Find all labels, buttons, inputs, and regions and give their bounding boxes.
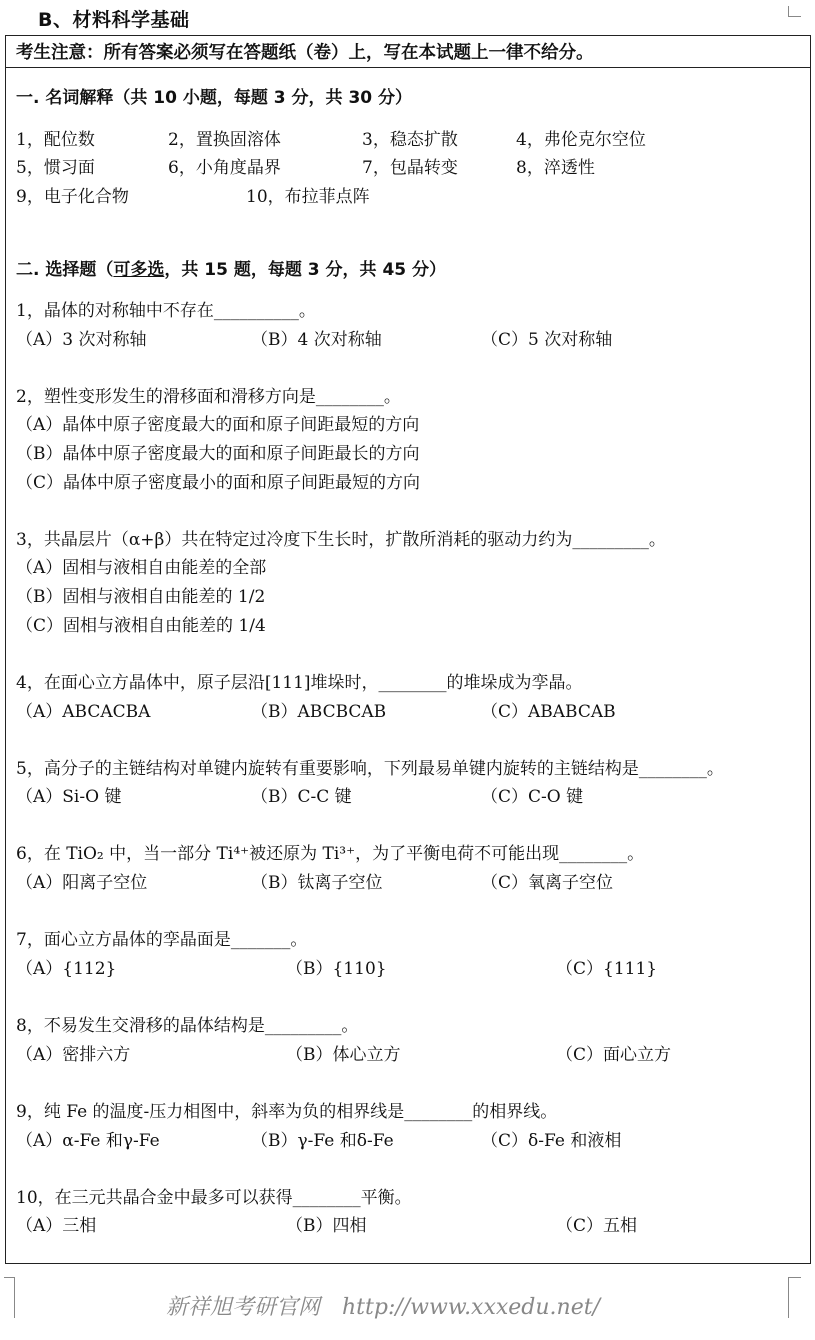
- watermark: [166, 1290, 600, 1321]
- question-stem: 2，塑性变形发生的滑移面和滑移方向是________。: [16, 387, 401, 407]
- term-item: 6，小角度晶界: [168, 158, 281, 178]
- question-option: （A）密排六方: [16, 1045, 131, 1065]
- question-option: （C）面心立方: [556, 1045, 672, 1065]
- question-option: （C）晶体中原子密度最小的面和原子间距最短的方向: [16, 473, 421, 493]
- question-option: （C）{111}: [556, 959, 658, 979]
- part2-title-prefix: 二. 选择题（: [16, 260, 114, 280]
- question-stem: 7，面心立方晶体的孪晶面是_______。: [16, 930, 308, 950]
- term-item: 8，淬透性: [516, 158, 595, 178]
- question-stem: 6，在 TiO₂ 中，当一部分 Ti⁴⁺被还原为 Ti³⁺，为了平衡电荷不可能出现________。: [16, 844, 645, 864]
- question-option: （B）四相: [286, 1216, 367, 1236]
- question-option: （A）ABCACBA: [16, 702, 151, 722]
- term-item: 5，惯习面: [16, 158, 95, 178]
- question-option: （C）ABABCAB: [481, 702, 616, 722]
- question-option: （B）钛离子空位: [251, 873, 383, 893]
- question-option: （C）固相与液相自由能差的 1/4: [16, 616, 266, 636]
- question-option: （C）五相: [556, 1216, 638, 1236]
- term-item: 10，布拉菲点阵: [246, 187, 370, 207]
- term-item: 4，弗伦克尔空位: [516, 130, 646, 150]
- question-option: （A）{112}: [16, 959, 117, 979]
- term-item: 3，稳态扩散: [362, 130, 458, 150]
- term-item: 1，配位数: [16, 130, 95, 150]
- question-option: （A）三相: [16, 1216, 97, 1236]
- question-stem: 10，在三元共晶合金中最多可以获得________平衡。: [16, 1188, 412, 1208]
- question-option: （B）晶体中原子密度最大的面和原子间距最长的方向: [16, 444, 420, 464]
- question-option: （C）5 次对称轴: [481, 330, 613, 350]
- part2-title-emphasis: 可多选: [113, 260, 165, 280]
- question-option: （A）α-Fe 和γ-Fe: [16, 1131, 160, 1151]
- question-option: （C）氧离子空位: [481, 873, 614, 893]
- question-option: （B）ABCBCAB: [251, 702, 387, 722]
- question-stem: 3，共晶层片（α+β）共在特定过冷度下生长时，扩散所消耗的驱动力约为_________。: [16, 530, 666, 550]
- question-option: （C）C-O 键: [481, 787, 584, 807]
- exam-frame: [5, 35, 811, 1264]
- question-option: （B）固相与液相自由能差的 1/2: [16, 587, 266, 607]
- term-item: 2，置换固溶体: [168, 130, 281, 150]
- term-item: 9，电子化合物: [16, 187, 129, 207]
- question-option: （A）阳离子空位: [16, 873, 148, 893]
- question-option: （A）固相与液相自由能差的全部: [16, 558, 267, 578]
- part1-title: 一. 名词解释（共 10 小题，每题 3 分，共 30 分）: [16, 88, 413, 108]
- part2-title-suffix: ，共 15 题，每题 3 分，共 45 分）: [164, 260, 447, 280]
- question-option: （B）C-C 键: [251, 787, 352, 807]
- question-option: （B）{110}: [286, 959, 387, 979]
- notice-text: 考生注意：所有答案必须写在答题纸（卷）上，写在本试题上一律不给分。: [16, 43, 594, 63]
- question-option: （C）δ-Fe 和液相: [481, 1131, 622, 1151]
- question-stem: 1，晶体的对称轴中不存在__________。: [16, 301, 316, 321]
- section-header: B、材料科学基础: [38, 9, 190, 31]
- question-stem: 5，高分子的主链结构对单键内旋转有重要影响，下列最易单键内旋转的主链结构是________。: [16, 759, 724, 779]
- question-option: （B）4 次对称轴: [251, 330, 382, 350]
- crop-mark-top-right: [788, 6, 801, 17]
- watermark-name: 新祥旭考研官网: [166, 1295, 321, 1320]
- question-option: （B）体心立方: [286, 1045, 401, 1065]
- question-option: （A）晶体中原子密度最大的面和原子间距最短的方向: [16, 415, 420, 435]
- crop-mark-bottom-left: [4, 1277, 15, 1318]
- notice-row: [6, 36, 810, 68]
- question-stem: 8，不易发生交滑移的晶体结构是_________。: [16, 1016, 359, 1036]
- part2-title: [16, 255, 446, 280]
- term-item: 7，包晶转变: [362, 158, 458, 178]
- crop-mark-bottom-right: [788, 1277, 801, 1318]
- question-option: （A）3 次对称轴: [16, 330, 147, 350]
- question-option: （A）Si-O 键: [16, 787, 122, 807]
- question-stem: 4，在面心立方晶体中，原子层沿[111]堆垛时，________的堆垛成为孪晶。: [16, 673, 583, 693]
- question-stem: 9，纯 Fe 的温度-压力相图中，斜率为负的相界线是________的相界线。: [16, 1102, 558, 1122]
- question-option: （B）γ-Fe 和δ-Fe: [251, 1131, 394, 1151]
- watermark-url[interactable]: http://www.xxxedu.net/: [342, 1295, 600, 1320]
